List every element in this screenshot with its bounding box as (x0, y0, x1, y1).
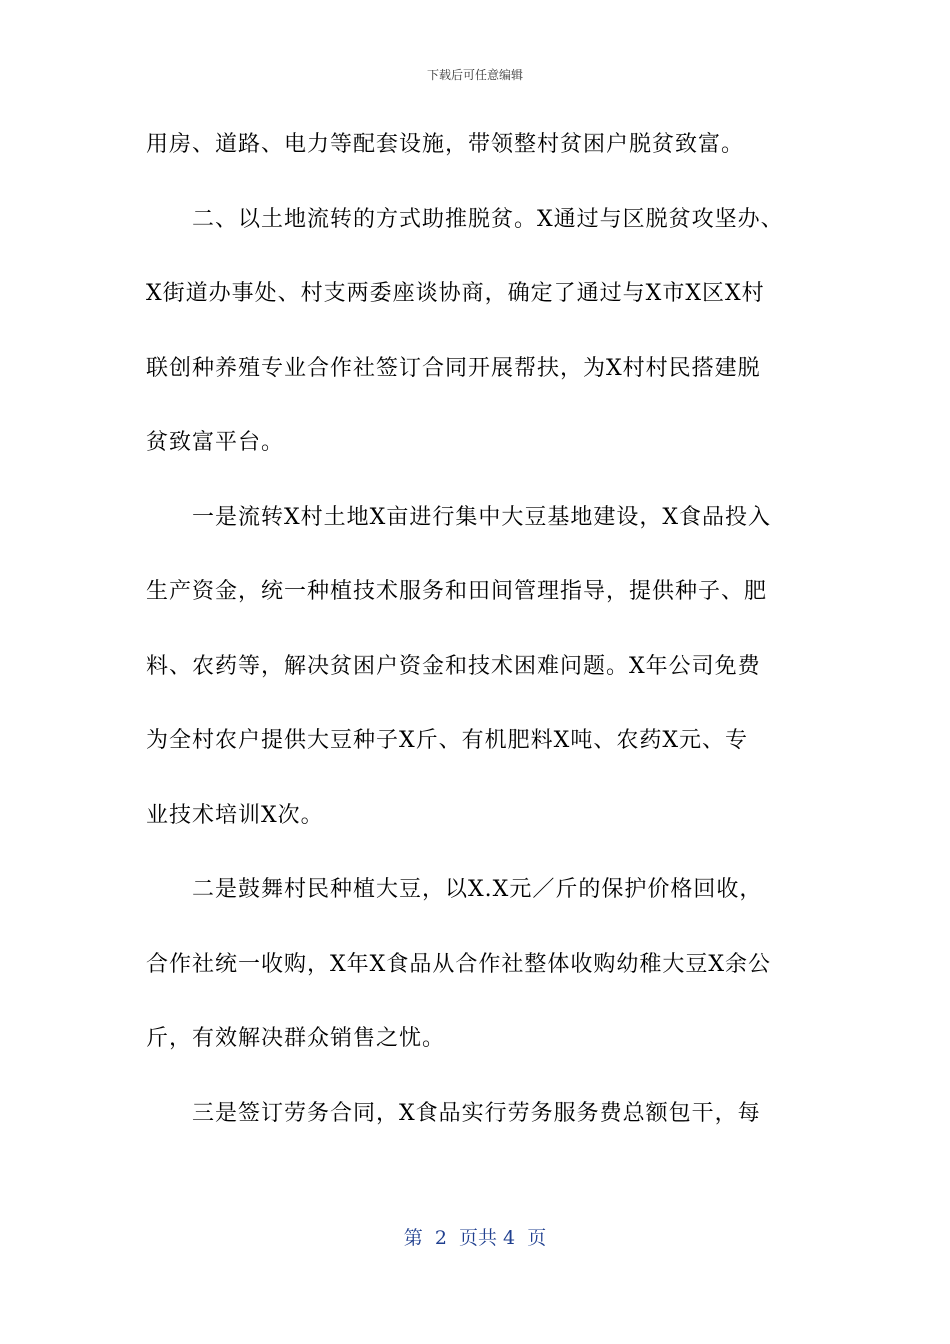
text-line: 贫致富平台。 (146, 430, 285, 455)
page-number-footer: 第 2 页共 4 页 (403, 1227, 547, 1249)
text-line: 三是签订劳务合同，X食品实行劳务服务费总额包干，每 (192, 1100, 761, 1126)
text-line: 二是鼓舞村民种植大豆，以X.X元／斤的保护价格回收， (192, 877, 763, 902)
text-line: 用房、道路、电力等配套设施，带领整村贫困户脱贫致富。 (146, 132, 745, 157)
text-line: 生产资金，统一种植技术服务和田间管理指导，提供种子、肥 (146, 579, 768, 604)
text-line: 二、以土地流转的方式助推脱贫。X通过与区脱贫攻坚办、 (192, 206, 784, 232)
text-line: 为全村农户提供大豆种子X斤、有机肥料X吨、农药X元、专 (146, 728, 748, 753)
text-line: 业技术培训X次。 (146, 802, 324, 828)
text-line: 联创种养殖专业合作社签订合同开展帮扶，为X村村民搭建脱 (146, 355, 761, 381)
document-body (146, 108, 806, 1151)
text-line: X街道办事处、村支两委座谈协商，确定了通过与X市X区X村 (146, 281, 765, 306)
text-line: 一是流转X村土地X亩进行集中大豆基地建设，X食品投入 (192, 504, 771, 530)
page-header: 下载后可任意编辑 (426, 68, 523, 82)
text-line: 料、农药等，解决贫困户资金和技术困难问题。X年公司免费 (146, 653, 761, 679)
text-line: 斤，有效解决群众销售之忧。 (146, 1026, 446, 1051)
text-line: 合作社统一收购，X年X食品从合作社整体收购幼稚大豆X余公 (146, 951, 771, 977)
